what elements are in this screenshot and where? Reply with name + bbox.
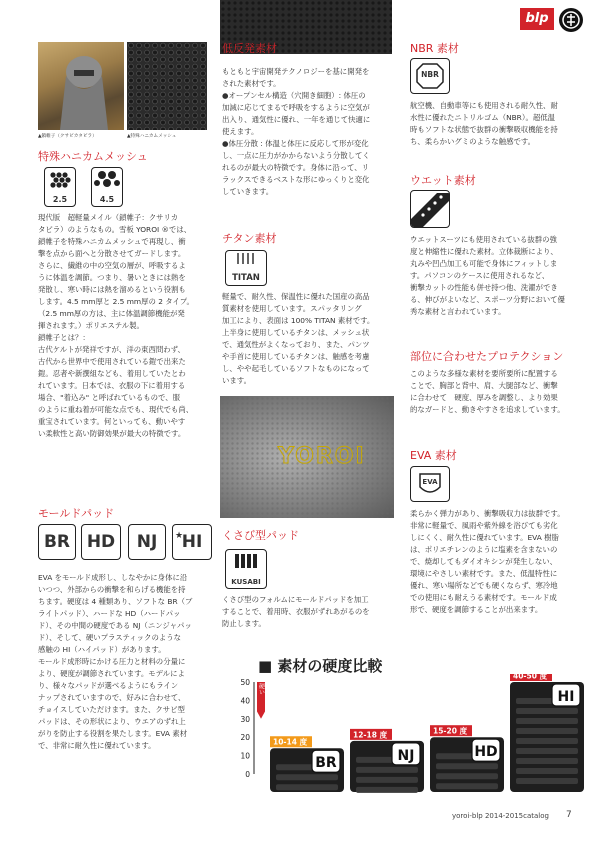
text-line: 鎧。忍者や新撰組なども、着用していたとわ [38, 369, 186, 378]
honeycomb-mesh-photo [127, 42, 207, 130]
text-line: 鎖帷子を特殊ハニカムメッシュで再現し、衝 [38, 237, 186, 246]
pad-texture [516, 718, 578, 724]
category-label: BR [315, 755, 337, 772]
text-line: します。4.5 mm厚と 2.5 mm厚の 2 タイプ。 [38, 297, 194, 306]
pad-texture [516, 708, 578, 714]
ring-emblem-icon [559, 8, 583, 32]
text-line: る、伸びがよいなど、スポーツ分野において優 [410, 295, 565, 304]
pad-texture [356, 767, 418, 773]
text-line: 秀な素材と言われています。 [410, 307, 506, 316]
text-line: は、ポリエチレンのように塩素を含まないの [410, 545, 558, 554]
text-line: 水性に優れたニトリルゴム（NBR）。超低温 [410, 113, 556, 122]
kusabi-badge: KUSABI [225, 549, 267, 589]
photo-caption-right: ▲特殊ハニカムメッシュ [127, 134, 177, 139]
text-line: くさび型のフォルムにモールドパッドを加工 [222, 595, 369, 604]
honeycomb-text [38, 212, 210, 440]
text-line: 撃を点から面へと分散させてガードします。 [38, 249, 186, 258]
kusabi-text [222, 594, 394, 630]
chart-title: ■ 素材の硬度比較 [258, 657, 383, 675]
eva-text [410, 508, 586, 616]
mold-pad-text [38, 572, 210, 752]
text-line: いつつ、外部からの衝撃を和らげる機能を持 [38, 585, 186, 594]
wet-title: ウエット素材 [410, 174, 476, 187]
honeycomb-title: 特殊ハニカムメッシュ [38, 150, 148, 163]
pad-texture [516, 758, 578, 764]
mold-pad-title: モールドパッド [38, 507, 115, 520]
text-line: ことで、胸部と背中、肩、大腿部など、衝撃 [410, 381, 558, 390]
text-line: パッドは、その形状により、ウエアのずれ上 [38, 717, 186, 726]
blp-logo: blp [520, 8, 554, 30]
y-tick-label: 20 [240, 733, 250, 743]
text-line: れています。日本では、衣服の下に着用する [38, 381, 186, 390]
text-line: 発散し、寒い時には熱を溜めるという役割も [38, 285, 186, 294]
star-icon: ★ [175, 531, 184, 541]
nj-badge: NJ [128, 524, 166, 560]
text-line: での使用にも耐えうる素材です。モールド成 [410, 593, 557, 602]
pad-texture [516, 778, 578, 784]
small-hex-icon [45, 168, 75, 190]
low-repulsion-text [222, 66, 394, 198]
text-line: 防止します。 [222, 619, 266, 628]
text-line: がりを防止する役割を果たします。EVA 素材 [38, 729, 188, 738]
photo-caption-left: ▲鎖帷子（クサビカタビラ） [38, 134, 97, 139]
text-line: タビラ）のようなもの。雪板 YOROI ®では、 [38, 225, 192, 234]
text-line: います。 [222, 376, 251, 385]
text-line: ●オープンセル構造（穴開き細胞）: 体圧の [222, 91, 366, 100]
hi-badge: HI ★ [172, 524, 212, 560]
range-label: 10-14 度 [273, 737, 308, 747]
text-line: することで、着用時、衣服がずれあがるのを [222, 607, 370, 616]
text-line: もともと宇宙開発テクノロジーを基に開発を [222, 67, 370, 76]
yoroi-fabric-print: YOROI [278, 444, 366, 469]
hardness-chart [230, 674, 590, 794]
y-tick-label: 30 [240, 714, 250, 724]
category-label: HD [474, 744, 498, 761]
text-line: に合わせて 硬度、厚みを調整し、より効果 [410, 393, 558, 402]
text-line: す。パソコンのケースに使用されるなど、 [410, 271, 550, 280]
text-line: 加工により、表面は 100% TITAN 素材です。 [222, 316, 375, 325]
text-line: された素材です。 [222, 79, 281, 88]
titan-title: チタン素材 [222, 232, 277, 245]
text-line: 上半身に使用しているチタンは、メッシュ状 [222, 328, 370, 337]
footer-catalog: yoroi-blp 2014-2015catalog [452, 812, 549, 820]
text-line: 場合、"着込み" と呼ばれているもので、服 [38, 393, 181, 402]
range-label: 12-18 度 [353, 730, 388, 740]
pad-texture [356, 777, 418, 783]
text-line: 非常に軽量で、風雨や紫外線を浴びても劣化 [410, 521, 558, 530]
honeycomb-badge-2-5: 2.5 [44, 167, 76, 207]
text-line: していきます。 [222, 187, 274, 196]
kusabi-title: くさび型パッド [222, 529, 299, 542]
text-line: り、様々なパッドが選べるようにもライン [38, 681, 179, 690]
text-line: うに体温を調節。つまり、暑いときには熱を [38, 273, 186, 282]
pad-texture [516, 768, 578, 774]
text-line: で、非常に耐久性に優れています。 [38, 741, 156, 750]
text-line: 形で、硬度を調節することが出来ます。 [410, 605, 543, 614]
text-line: ちます。硬度は 4 種類あり、ソフトな BR（ブ [38, 597, 193, 606]
text-line: ナップされていますので、好みに合わせて、 [38, 693, 186, 702]
text-line: 的なガードと、動きやすさを追求しています。 [410, 405, 565, 414]
text-line: EVA をモールド成形し、しなやかに身体に沿 [38, 573, 188, 582]
nbr-badge: NBR [410, 58, 450, 94]
text-line: 柔らかく弾力があり、衝撃吸収力は抜群です。 [410, 509, 565, 518]
text-line: 現代版 超軽量メイル（鎖帷子：クサリカ [38, 213, 179, 222]
text-line: 鎖帷子とは？： [38, 333, 90, 342]
pad-texture [516, 748, 578, 754]
pad-texture [276, 774, 338, 780]
y-tick-label: 50 [240, 678, 250, 687]
category-label: NJ [397, 747, 415, 764]
text-line: より、硬度が調節されています。モデルによ [38, 669, 185, 678]
text-line: のように重ね着が可能な点でも、現代でも尚、 [38, 405, 194, 414]
text-line: 出入り、通気性に優れ、一年を通じて快適に [222, 115, 371, 124]
text-line: で、焼却してもダイオキシンが発生しない、 [410, 557, 558, 566]
text-line: 衝撃カットの性能も併せ持つ他、洗濯ができ [410, 283, 558, 292]
text-line: 時もソフトな状態で抜群の衝撃吸収機能を持 [410, 125, 558, 134]
pad-texture [516, 728, 578, 734]
text-line: 航空機、自動車等にも使用される耐久性、耐 [410, 101, 558, 110]
text-line: ウエットスーツにも使用されている抜群の強 [410, 235, 557, 244]
eva-title: EVA 素材 [410, 449, 457, 462]
text-line: モールド成形時にかける圧力と材料の分量に [38, 657, 186, 666]
page-number: 7 [566, 810, 572, 820]
text-line: ラックスできるベストな形にゆっくりと変化 [222, 175, 370, 184]
text-line: れるのが最大の特徴です。身体に沿って、リ [222, 163, 370, 172]
pad-texture [356, 787, 418, 793]
text-line: ●体圧分散 : 体温と体圧に反応して形が変化 [222, 139, 369, 148]
text-line: ち、柔らかいグミのような触感です。 [410, 137, 536, 146]
text-line: し、やや起毛しているソフトなものになって [222, 364, 370, 373]
text-line: 使えます。 [222, 127, 259, 136]
wet-stripe-icon [411, 191, 449, 227]
text-line: 重宝されています。何といっても、動いやす [38, 417, 186, 426]
text-line: 丸みや凹凸加工も可能で身体にフィットしま [410, 259, 558, 268]
text-line: 古代から世界中で使用されている鎧で出来た [38, 357, 186, 366]
titan-fabric-photo [220, 396, 394, 518]
wet-text [410, 234, 586, 318]
hardness-chart-svg [230, 674, 590, 794]
nbr-text [410, 100, 586, 148]
category-label: HI [557, 689, 575, 705]
pad-texture [436, 773, 498, 779]
text-line: 質素材を使用しています。スパッタリング [222, 304, 362, 313]
protection-text [410, 368, 586, 416]
text-line: しにくく、耐久性に優れています。EVA 樹脂 [410, 533, 559, 542]
text-line: 度と伸縮性に優れた素材。立体裁断により、 [410, 247, 558, 256]
titan-text [222, 291, 394, 387]
text-line: ド）、その中間の硬度である NJ（ニンジャパッ [38, 621, 192, 630]
text-line: 軽量で、耐久性、保温性に優れた国産の高品 [222, 292, 370, 301]
range-label: 15-20 度 [433, 726, 468, 736]
hd-badge: HD [81, 524, 121, 560]
protection-title: 部位に合わせたプロテクション [410, 350, 564, 363]
text-line: ライトパッド）、ハードな HD（ハードパッ [38, 609, 181, 618]
range-label: 40-50 度 [513, 674, 548, 681]
text-line: し、一点に圧力がかからないよう分散してく [222, 151, 370, 160]
text-line: や手首に使用しているチタンは、触感を考慮 [222, 352, 370, 361]
pad-texture [436, 783, 498, 789]
text-line: 感触の HI（ハイパッド）があります。 [38, 645, 166, 654]
text-line: 揮されます。）ポリエステル製。 [38, 321, 144, 330]
pad-texture [516, 738, 578, 744]
wet-badge [410, 190, 450, 228]
eva-badge: EVA [410, 466, 450, 502]
y-tick-label: 10 [240, 751, 250, 761]
pad-texture [276, 784, 338, 790]
nbr-title: NBR 素材 [410, 42, 459, 55]
text-line: チョイスしていただけます。また、クサビ型 [38, 705, 185, 714]
text-line: い柔軟性と高い防御効果が最大の特徴です。 [38, 429, 186, 438]
honeycomb-badge-4-5: 4.5 [91, 167, 123, 207]
text-line: 加減に応じてまるで呼吸をするように空気が [222, 103, 370, 112]
text-line: さらに、繊維の中の空気の層が、呼吸するよ [38, 261, 186, 270]
text-line: で、通気性がよくなっており、また、パンツ [222, 340, 370, 349]
mold-pad-badges [38, 524, 218, 564]
y-tick-label: 40 [240, 696, 250, 706]
y-tick-label: 0 [245, 770, 250, 779]
text-line: ド）、そして、硬いプラスティックのような [38, 633, 182, 642]
text-line: 古代ケルトが発祥ですが、洋の東西問わず、 [38, 345, 185, 354]
text-line: （2.5 mm厚の方は、主に体温調節機能が発 [38, 309, 185, 318]
chainmail-photo [38, 42, 124, 130]
titan-lines-icon [226, 251, 266, 267]
text-line: 環境にやさしい素材です。また、低温特性に [410, 569, 558, 578]
br-badge: BR [38, 524, 76, 560]
titan-badge: TITAN [225, 250, 267, 286]
pad-texture [436, 763, 498, 769]
low-repulsion-title: 低反発素材 [222, 42, 277, 55]
hard-arrow-label: 硬い [257, 683, 265, 696]
text-line: 優れ、寒い場所などでも硬くならず、寒冷地 [410, 581, 558, 590]
text-line: このような多様な素材を要所要所に配置する [410, 369, 558, 378]
kusabi-wedge-icon [226, 550, 266, 572]
large-hex-icon [92, 168, 122, 190]
